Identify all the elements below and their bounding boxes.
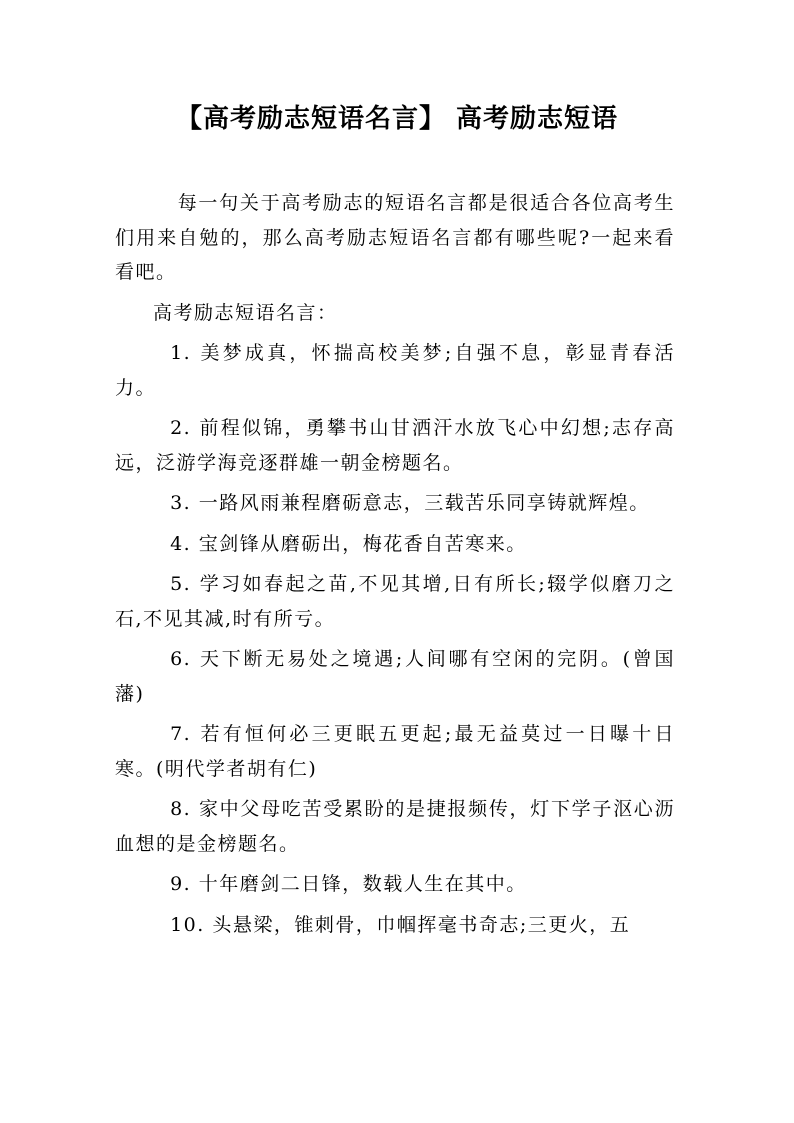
- document-title: 【高考励志短语名言】 高考励志短语: [175, 104, 619, 134]
- document-body: [115, 186, 675, 942]
- list-item: 6. 天下断无易处之境遇;人间哪有空闲的完阴。(曾国藩): [115, 648, 675, 705]
- list-item: 4. 宝剑锋从磨砺出，梅花香自苦寒来。: [170, 532, 527, 555]
- list-item: 3. 一路风雨兼程磨砺意志，三载苦乐同享铸就辉煌。: [170, 492, 650, 514]
- list-item: 9. 十年磨剑二日锋，数载人生在其中。: [170, 873, 527, 895]
- list-item: 2. 前程似锦，勇攀书山甘洒汗水放飞心中幻想;志存高远，泛游学海竞逐群雄一朝金榜题名。: [115, 417, 675, 474]
- list-item: 1. 美梦成真，怀揣高校美梦;自强不息，彰显青春活力。: [115, 342, 675, 399]
- list-item: 10. 头悬梁，锥刺骨，巾帼挥毫书奇志;三更火，五: [170, 913, 631, 936]
- list-item: 5. 学习如春起之苗,不见其增,日有所长;辍学似磨刀之石,不见其减,时有所亏。: [115, 573, 675, 630]
- intro-paragraph: 每一句关于高考励志的短语名言都是很适合各位高考生们用来自勉的，那么高考励志短语名言都有哪些呢?一起来看看吧。: [115, 192, 675, 283]
- list-item: 7. 若有恒何必三更眠五更起;最无益莫过一日曝十日寒。(明代学者胡有仁): [115, 723, 675, 780]
- section-heading: 高考励志短语名言：: [153, 301, 338, 324]
- list-item: 8. 家中父母吃苦受累盼的是捷报频传，灯下学子沤心沥血想的是金榜题名。: [115, 798, 675, 855]
